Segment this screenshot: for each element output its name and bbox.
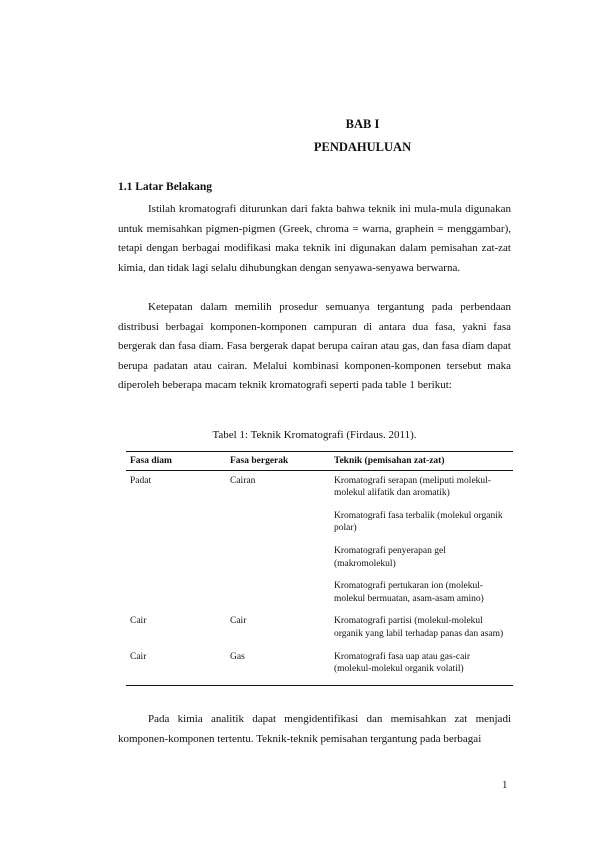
chromatography-table	[126, 451, 513, 686]
page-number: 1	[502, 779, 508, 791]
table-header-row	[126, 452, 513, 471]
header-stationary-phase: Fasa diam	[126, 452, 226, 471]
technique-item: Kromatografi fasa terbalik (molekul organik polar)	[334, 510, 503, 534]
technique-item: Kromatografi fasa uap atau gas-cair (molekul-molekul organik volatil)	[334, 651, 471, 675]
section-heading: 1.1 Latar Belakang	[118, 181, 213, 193]
technique-item: Kromatografi penyerapan gel (makromolekul)	[334, 545, 446, 569]
header-technique: Teknik (pemisahan zat-zat)	[330, 452, 513, 471]
cell-stationary: Padat	[130, 475, 152, 486]
cell-mobile: Cair	[230, 616, 247, 627]
chapter-number: BAB I	[345, 117, 380, 131]
table-row	[126, 647, 513, 686]
cell-techniques	[330, 611, 513, 646]
technique-item: Kromatografi pertukaran ion (molekul-molekul bermuatan, asam-asam amino)	[334, 581, 484, 604]
table-row	[126, 611, 513, 646]
paragraph-3: Pada kimia analitik dapat mengidentifikasi dan memisahkan zat menjadi komponen-komponen tertentu. Teknik-teknik pemisahan tergantung pada berbagai	[118, 713, 511, 745]
cell-mobile: Gas	[226, 647, 330, 686]
paragraph-2: Ketepatan dalam memilih prosedur semuanya tergantung pada perbendaan distribusi berbagai komponen-komponen campuran di antara dua fasa, yakni fasa bergerak dan fasa diam. Fasa bergerak dapat berupa cairan atau gas, dan fasa diam dapat berupa padatan atau cairan. Melalui kombinasi komponen-komponen tersebut maka diperoleh beberapa macam teknik kromatografi seperti pada table 1 berikut:	[118, 301, 511, 392]
header-mobile-phase: Fasa bergerak	[226, 452, 330, 471]
paragraph-1: Istilah kromatografi diturunkan dari fakta bahwa teknik ini mula-mula digunakan untuk memisahkan pigmen-pigmen (Greek, chroma = warna, graphein = menggambar), tetapi dengan berbagai modifikasi maka teknik ini digunakan dalam pemisahan zat-zat kimia, dan tidak lagi selalu dihubungkan dengan senyawa-senyawa berwarna.	[118, 203, 511, 274]
table-caption: Tabel 1: Teknik Kromatografi (Firdaus. 2011).	[212, 429, 417, 441]
cell-stationary: Cair	[130, 616, 147, 627]
cell-stationary: Cair	[126, 647, 226, 686]
cell-mobile: Cairan	[230, 475, 256, 486]
technique-item: Kromatografi serapan (meliputi molekul-molekul alifatik dan aromatik)	[334, 475, 491, 499]
cell-techniques	[330, 647, 513, 686]
cell-techniques	[330, 470, 513, 611]
technique-item: Kromatografi partisi (molekul-molekul organik yang labil terhadap panas dan asam)	[334, 616, 504, 639]
chapter-title: PENDAHULUAN	[313, 140, 412, 154]
table-row	[126, 470, 513, 611]
